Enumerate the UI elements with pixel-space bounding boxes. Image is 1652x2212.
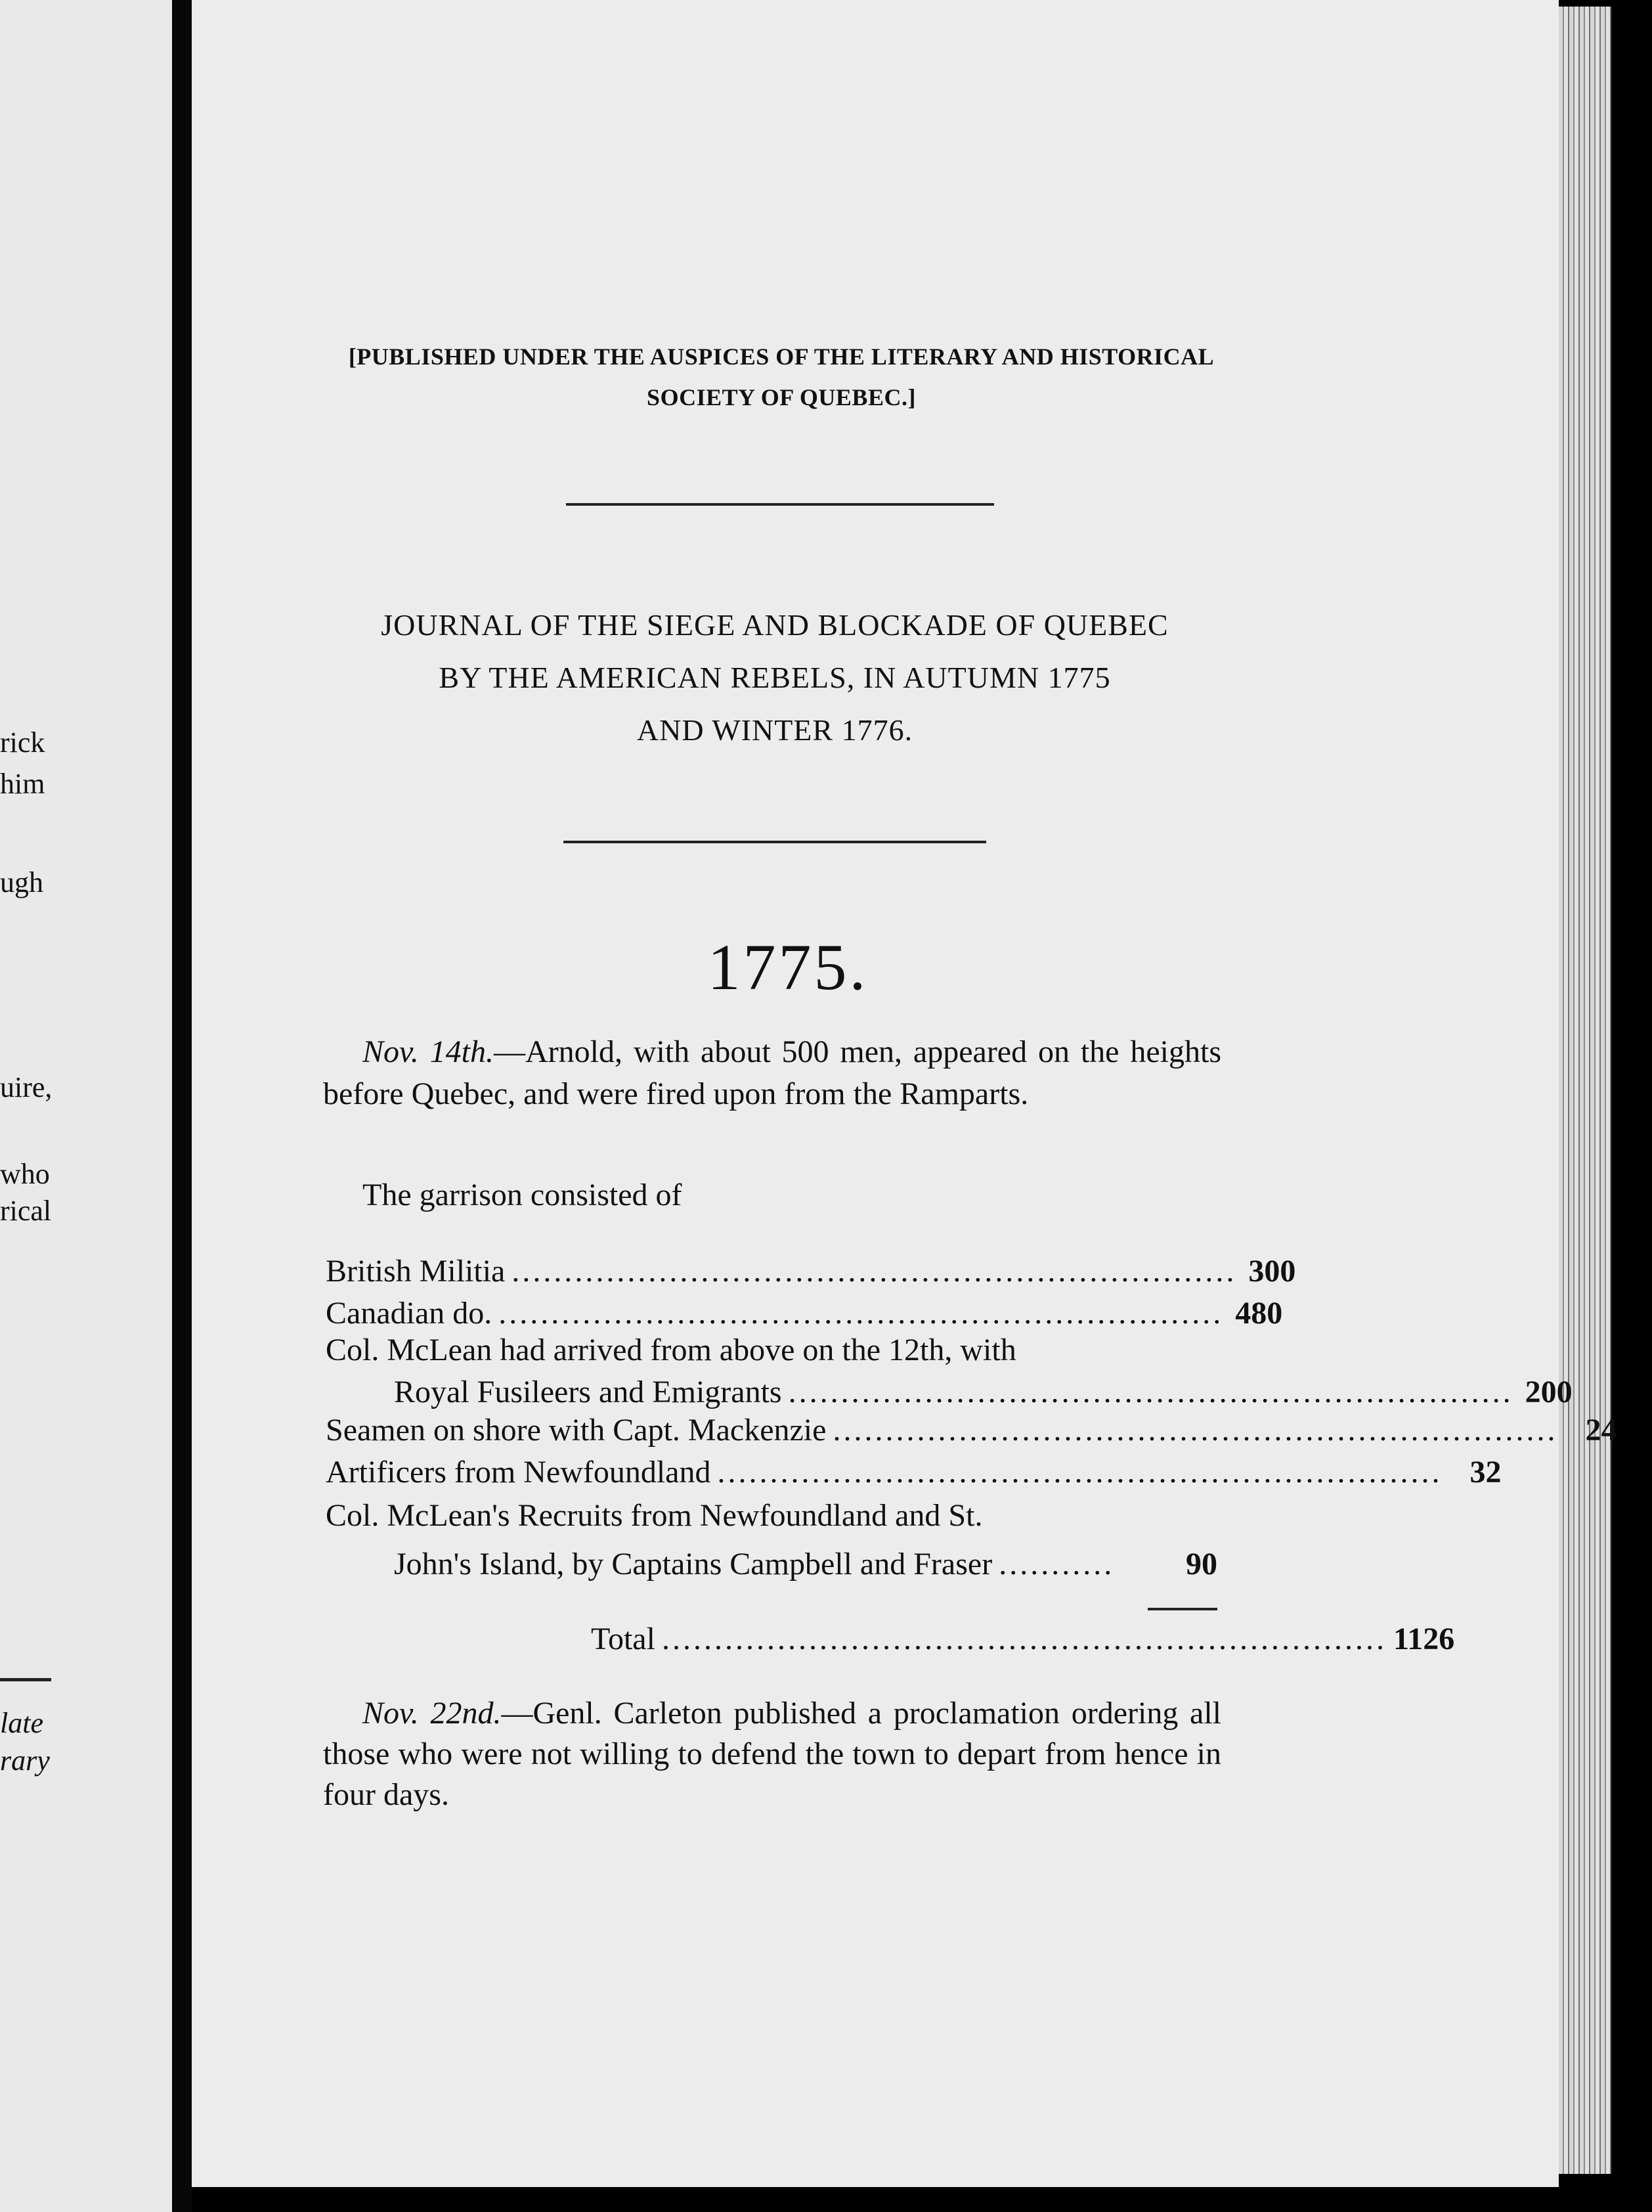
leader-dots: ..................................................................... [661, 1622, 1387, 1656]
garrison-row [326, 1451, 1502, 1493]
garrison-label: Canadian do. [326, 1296, 492, 1331]
garrison-label: Col. McLean's Recruits from Newfoundland and St. [326, 1498, 983, 1533]
journal-entry [323, 1693, 1221, 1815]
book-gutter [172, 0, 192, 2212]
journal-entry [323, 1031, 1221, 1115]
journal-title-line: JOURNAL OF THE SIEGE AND BLOCKADE OF QUEBEC [381, 608, 1169, 642]
facing-page-fragment: him [0, 768, 45, 800]
garrison-count: 24 [1585, 1413, 1617, 1448]
garrison-label: British Militia [326, 1254, 506, 1289]
garrison-count: 300 [1248, 1254, 1296, 1289]
garrison-intro: The garrison consisted of [362, 1178, 682, 1212]
leader-dots: ..................................................................... [833, 1413, 1558, 1448]
garrison-row [326, 1329, 1217, 1371]
journal-title-line: AND WINTER 1776. [636, 713, 913, 747]
entry-text: —Genl. Carleton published a proclamation ordering all those who were not willing to defend the town to depart from hence in four days. [323, 1696, 1221, 1812]
page-edges [1559, 7, 1611, 2174]
garrison-count: 32 [1469, 1455, 1502, 1490]
garrison-row [394, 1543, 1217, 1585]
garrison-row [394, 1371, 1573, 1413]
garrison-label: Col. McLean had arrived from above on the 12th, with [326, 1333, 1016, 1367]
facing-page-fragment: ugh [0, 866, 43, 898]
facing-page-fragment: uire, [0, 1071, 53, 1103]
garrison-label: Royal Fusileers and Emigrants [394, 1375, 782, 1409]
divider-rule [566, 503, 994, 506]
divider-rule [563, 841, 986, 843]
journal-title [309, 599, 1241, 757]
facing-page-fragment: who [0, 1158, 50, 1190]
journal-title-line: BY THE AMERICAN REBELS, IN AUTUMN 1775 [439, 661, 1111, 694]
publisher-note-line: [PUBLISHED UNDER THE AUSPICES OF THE LITERARY AND HISTORICAL [348, 343, 1215, 370]
garrison-label: Artificers from Newfoundland [326, 1455, 711, 1490]
facing-page-fragment: rary [0, 1744, 50, 1777]
leader-dots: ........... [999, 1547, 1115, 1582]
garrison-row [326, 1293, 1283, 1335]
sum-rule [1148, 1608, 1217, 1610]
garrison-count: 90 [1186, 1547, 1217, 1582]
leader-dots: ..................................................................... [511, 1254, 1237, 1289]
facing-page [0, 0, 172, 2212]
total-label: Total [591, 1622, 655, 1656]
garrison-count: 200 [1525, 1375, 1573, 1409]
facing-page-fragment: rick [0, 726, 45, 759]
entry-date: Nov. 22nd. [362, 1696, 502, 1731]
garrison-label: John's Island, by Captains Campbell and Fraser [394, 1547, 993, 1582]
garrison-row [326, 1409, 1617, 1451]
publisher-note-line: SOCIETY OF QUEBEC.] [647, 384, 916, 410]
year-heading: 1775. [707, 931, 869, 1004]
total-count: 1126 [1393, 1622, 1455, 1656]
garrison-label: Seamen on shore with Capt. Mackenzie [326, 1413, 827, 1448]
leader-dots: ..................................................................... [717, 1455, 1443, 1490]
entry-text: —Arnold, with about 500 men, appeared on the heights before Quebec, and were fired upon from the Ramparts. [323, 1034, 1222, 1111]
leader-dots: ..................................................................... [498, 1296, 1224, 1331]
garrison-total-row [591, 1618, 1455, 1660]
garrison-row [326, 1495, 1217, 1537]
entry-date: Nov. 14th. [362, 1034, 494, 1069]
publisher-note [328, 336, 1234, 418]
facing-page-rule [0, 1678, 51, 1681]
garrison-row [326, 1250, 1296, 1293]
facing-page-fragment: rical [0, 1195, 52, 1227]
garrison-count: 480 [1235, 1296, 1283, 1331]
facing-page-fragment: late [0, 1707, 43, 1739]
leader-dots: ..................................................................... [788, 1375, 1513, 1409]
